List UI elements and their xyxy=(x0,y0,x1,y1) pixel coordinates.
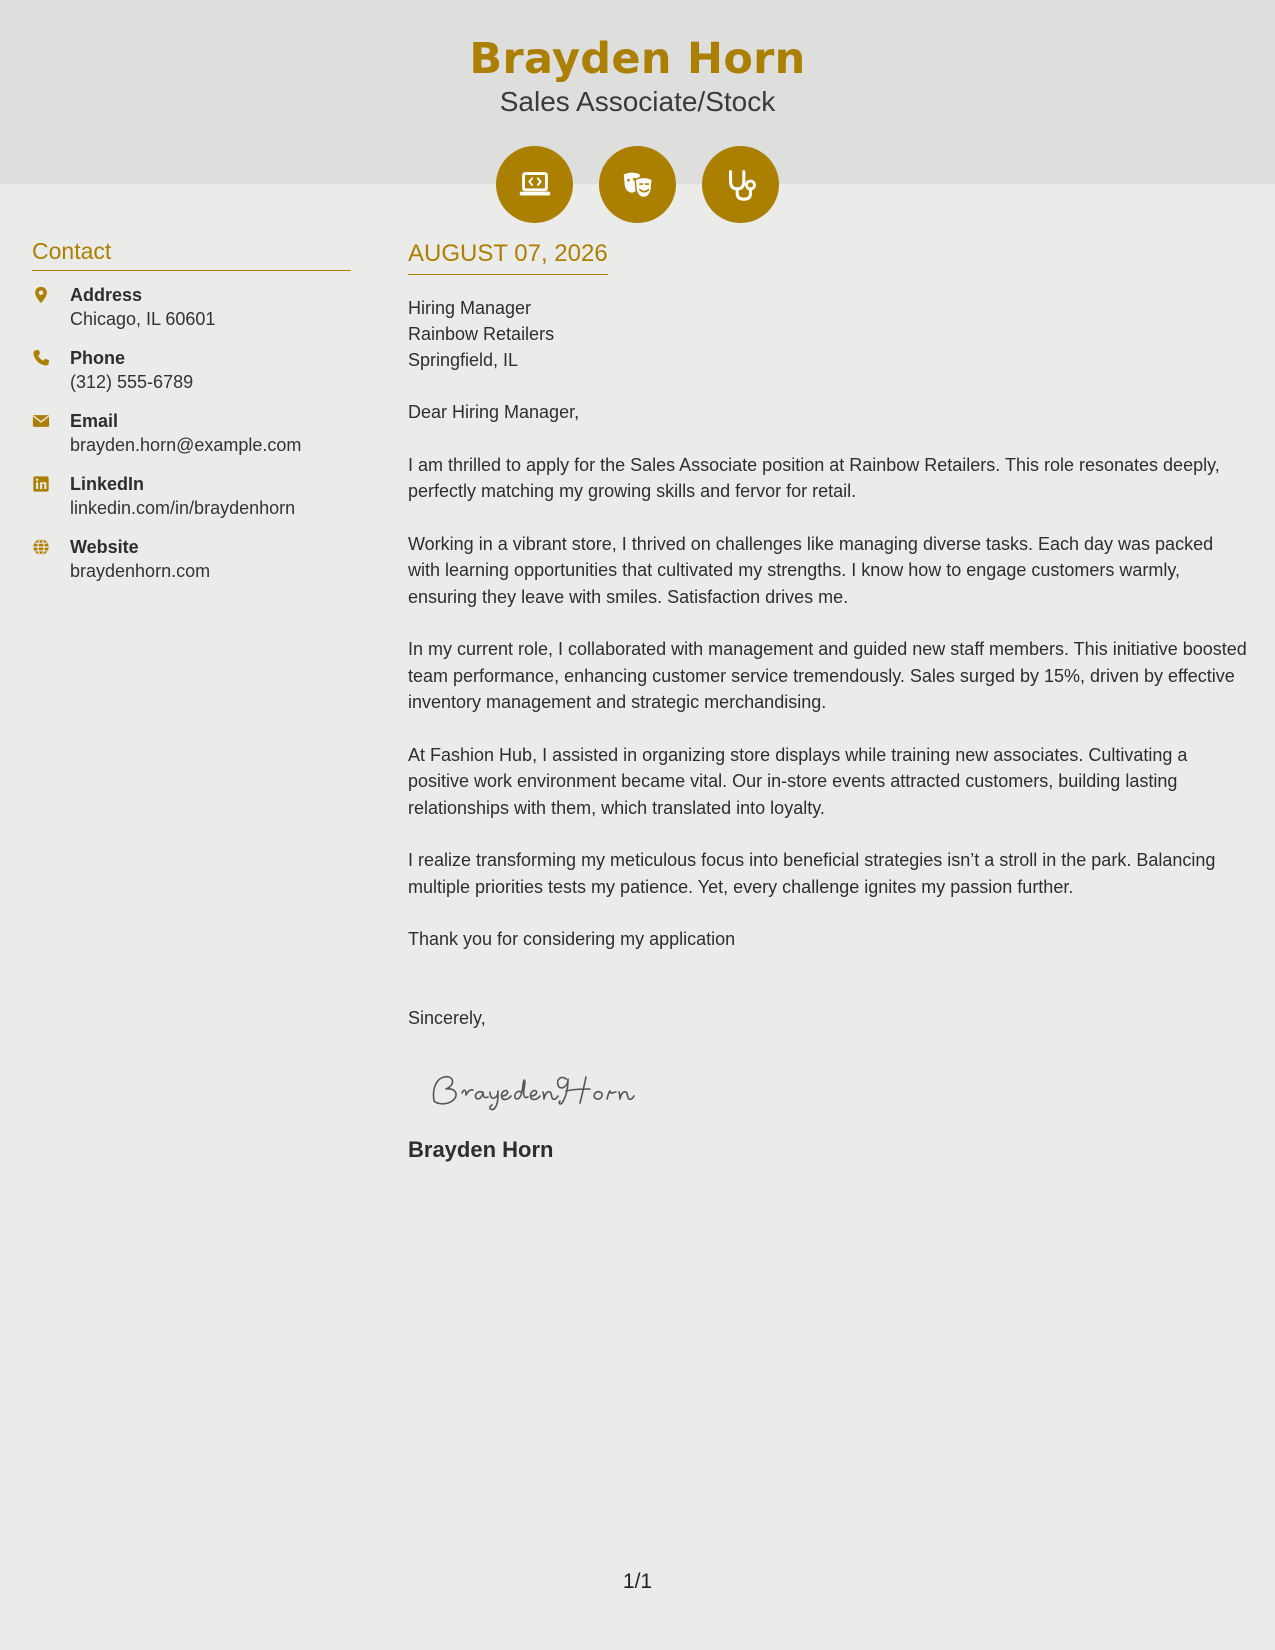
contact-label: Phone xyxy=(70,348,126,368)
handwritten-signature xyxy=(426,1065,1248,1115)
phone-icon xyxy=(32,346,70,372)
contact-label: Website xyxy=(70,537,139,557)
contact-website xyxy=(32,535,351,584)
laptop-code-icon xyxy=(496,146,573,223)
body-paragraph: Working in a vibrant store, I thrived on challenges like managing diverse tasks. Each day was packed with learning opportunities that cultivated my strengths. I know how to engage customers warmly, ensuring they leave with smiles. Satisfaction drives me. xyxy=(408,533,1214,607)
stethoscope-icon xyxy=(702,146,779,223)
contact-address xyxy=(32,283,351,332)
contact-value: (312) 555-6789 xyxy=(70,372,194,392)
contact-value: linkedin.com/in/braydenhorn xyxy=(70,498,296,518)
applicant-name: Brayden Horn xyxy=(469,34,806,84)
linkedin-icon xyxy=(32,472,70,498)
contact-value: Chicago, IL 60601 xyxy=(70,309,216,329)
contact-value: brayden.horn@example.com xyxy=(70,435,302,455)
contact-sidebar xyxy=(32,238,351,598)
closing: Sincerely, xyxy=(408,1007,486,1028)
salutation: Dear Hiring Manager, xyxy=(408,402,580,422)
envelope-icon xyxy=(32,409,70,435)
recipient-line: Springfield, IL xyxy=(408,350,519,370)
theater-masks-icon xyxy=(599,146,676,223)
body-paragraph: Thank you for considering my application xyxy=(408,929,736,949)
interest-icons xyxy=(0,146,1275,223)
contact-phone xyxy=(32,346,351,395)
signed-name: Brayden Horn xyxy=(408,1137,554,1162)
recipient-block xyxy=(408,295,1248,373)
globe-icon xyxy=(32,535,70,561)
body-paragraph: In my current role, I collaborated with management and guided new staff members. This initiative boosted team performance, enhancing customer service tremendously. Sales surged by 15%, driven by effective inventory management and strategic merchandising. xyxy=(408,639,1247,712)
contact-email xyxy=(32,409,351,458)
letter-date: AUGUST 07, 2026 xyxy=(408,240,608,275)
contact-value: braydenhorn.com xyxy=(70,561,211,581)
body-paragraph: I am thrilled to apply for the Sales Associate position at Rainbow Retailers. This role resonates deeply, perfectly matching my growing skills and fervor for retail. xyxy=(408,454,1220,501)
recipient-line: Hiring Manager xyxy=(408,298,532,318)
contact-label: Email xyxy=(70,411,119,431)
job-title: Sales Associate/Stock xyxy=(499,86,776,117)
recipient-line: Rainbow Retailers xyxy=(408,324,555,344)
letter-body xyxy=(408,240,1248,1163)
contact-heading: Contact xyxy=(32,238,351,271)
map-pin-icon xyxy=(32,283,70,309)
page-number: 1/1 xyxy=(622,1570,653,1593)
contact-linkedin xyxy=(32,472,351,521)
body-paragraph: At Fashion Hub, I assisted in organizing store displays while training new associates. Cultivating a positive work environment became vital. Our in-store events attracted customers, building lasting relationships with them, which translated into loyalty. xyxy=(408,744,1188,818)
contact-label: LinkedIn xyxy=(70,474,145,494)
body-paragraph: I realize transforming my meticulous focus into beneficial strategies isn’t a stroll in the park. Balancing multiple priorities tests my patience. Yet, every challenge ignites my passion further. xyxy=(408,850,1216,897)
contact-label: Address xyxy=(70,285,143,305)
